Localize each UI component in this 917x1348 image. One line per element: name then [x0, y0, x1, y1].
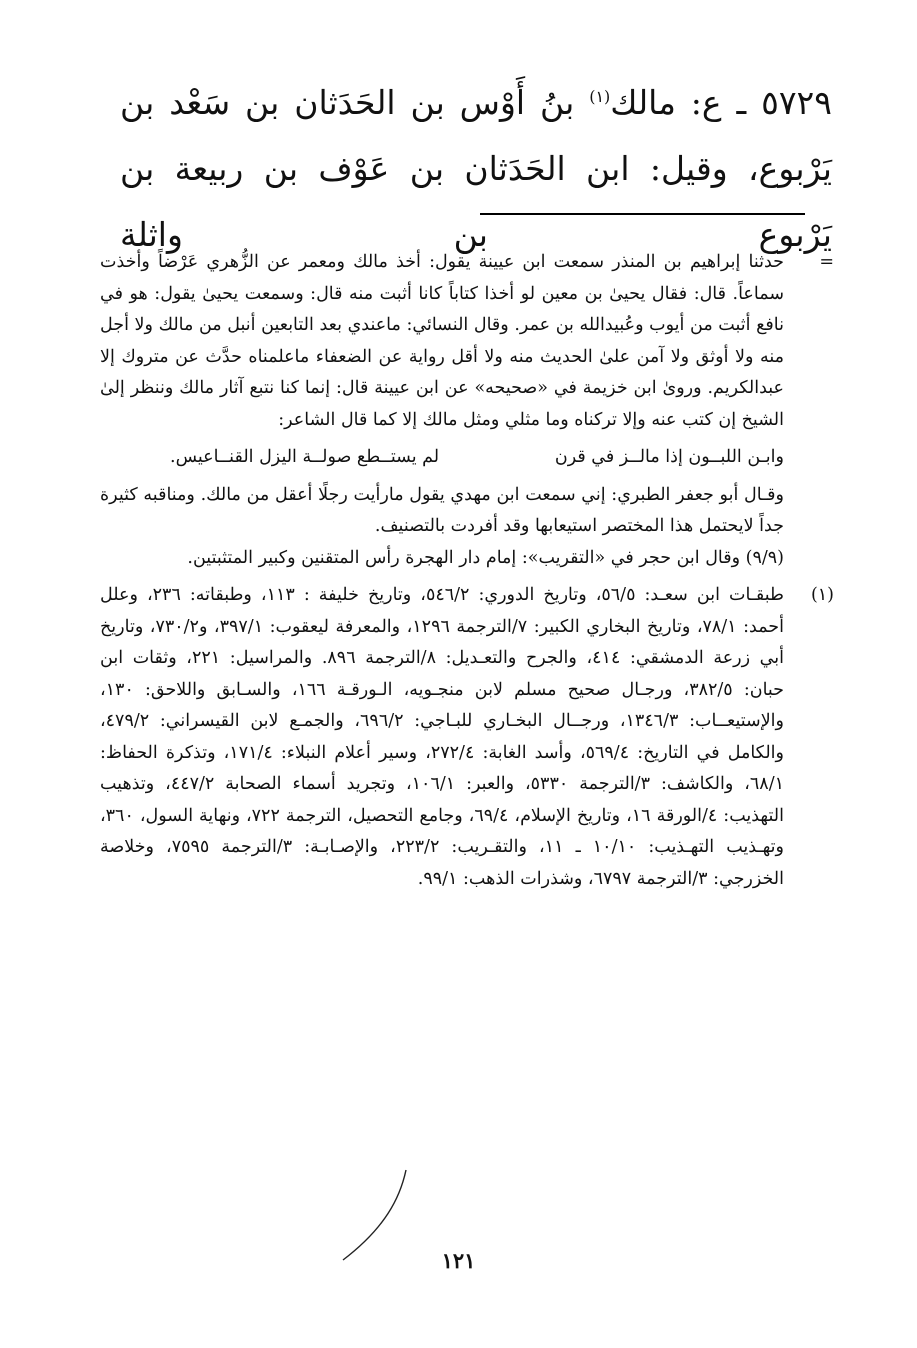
biography-entry-heading: [120, 70, 832, 268]
footnote-number: (١): [810, 585, 834, 605]
page-number: ١٢١: [441, 1248, 476, 1273]
footnote-continuation: [100, 247, 842, 574]
footnote-reference: (١): [589, 87, 611, 106]
footnote-separator: [480, 213, 805, 215]
footnotes-section: [100, 247, 842, 895]
entry-name: ٥٧٢٩ ـ ع: مالك: [610, 83, 833, 122]
footnote-paragraph: حدثنا إبراهيم بن المنذر سمعت ابن عيينة يقول: أخذ مالك ومعمر عن الزُّهري عَرْضاً وأخذت سماعاً. قال: فقال يحيىٰ بن معين لو أخذا كتاباً كانا أثبت منه قال: وسمعت يحيىٰ يقول: هو في نافع أثبت من أيوب وعُبيدالله بن عمر. وقال النسائي: ماعندي بعد التابعين أنبل من مالك ولا أجل منه ولا أوثق ولا آمن علىٰ الحديث منه ولا أقل رواية عن الضعفاء ماعلمناه حدَّث عن متروك إلا عبدالكريم. وروىٰ ابن خزيمة في «صحيحه» عن ابن عيينة قال: إنما كنا نتبع آثار مالك وننظر إلىٰ الشيخ إن كتب عنه وإلا تركناه وما مثلي ومثل مالك إلا كما قال الشاعر:: [100, 252, 784, 430]
entry-line-1: [120, 70, 832, 136]
poem-hemistich-1: وابـن اللبــون إذا مالــز في قرن: [554, 447, 784, 467]
poem-hemistich-2: لم يستــطع صولــة اليزل القنــاعيس.: [170, 447, 440, 467]
footnote-1: [100, 580, 842, 895]
footnote-paragraph: وقـال أبو جعفر الطبري: إني سمعت ابن مهدي يقول مارأيت رجلًا أعقل من مالك. ومناقبه كثيرة جداً لايحتمل هذا المختصر استيعابها وقد أفردت بالتصنيف.: [100, 484, 784, 536]
footnote-sources: طبقـات ابن سعـد: ٥٦/٥، وتاريخ الدوري: ٥٤٦/٢، وتاريخ خليفة : ١١٣، وطبقاته: ٢٣٦، وعلل أحمد: ٧٨/١، وتاريخ البخاري الكبير: ٧/الترجمة ١٢٩٦، والمعرفة ليعقوب: ٣٩٧/١، و٧٣٠/٢، وتاريخ أبي زرعة الدمشقي: ٤١٤، والجرح والتعـديل: ٨/الترجمة ٨٩٦. والمراسيل: ٢٢١، وثقات ابن حبان: ٣٨٢/٥، ورجـال صحيح مسلم لابن منجـويه، الـورقـة ١٦٦، والسـابق واللاحق: ١٣٠، والإستيعــاب: ١٣٤٦/٣، ورجــال البخـاري للبـاجي: ٦٩٦/٢، والجمـع لابن القيسراني: ٤٧٩/٢، والكامل في التاريخ: ٥٦٩/٤، وأسد الغابة: ٢٧٢/٤، وسير أعلام النبلاء: ١٧١/٤، وتذكرة الحفاظ: ٦٨/١، والكاشف: ٣/الترجمة ٥٣٣٠، والعبر: ١٠٦/١، وتجريد أسماء الصحابة ٤٤٧/٢، وتذهيب التهذيب: ٤/الورقة ١٦، وتاريخ الإسلام، ٦٩/٤، وجامع التحصيل، الترجمة ٧٢٢، ونهاية السول، ٣٦٠، وتهـذيب التهـذيب: ١٠/١٠ ـ ١١، والتقـريب: ٢٢٣/٢، والإصـابـة: ٣/الترجمة ٧٥٩٥، وخلاصة الخزرجي: ٣/الترجمة ٦٧٩٧، وشذرات الذهب: ٩٩/١.: [100, 585, 784, 889]
continuation-mark: =: [819, 252, 834, 272]
entry-lineage: بنُ أَوْس بن الحَدَثان بن سَعْد بن: [120, 83, 590, 122]
entry-line-2: يَرْبوع، وقيل: ابن الحَدَثان بن عَوْف بن ربيعة بن يَرْبوع بن واثلة: [120, 149, 832, 254]
footnote-paragraph: (٩/٩) وقال ابن حجر في «التقريب»: إمام دار الهجرة رأس المتقنين وكبير المتثبتين.: [187, 547, 784, 568]
poem-verse: [100, 442, 784, 474]
